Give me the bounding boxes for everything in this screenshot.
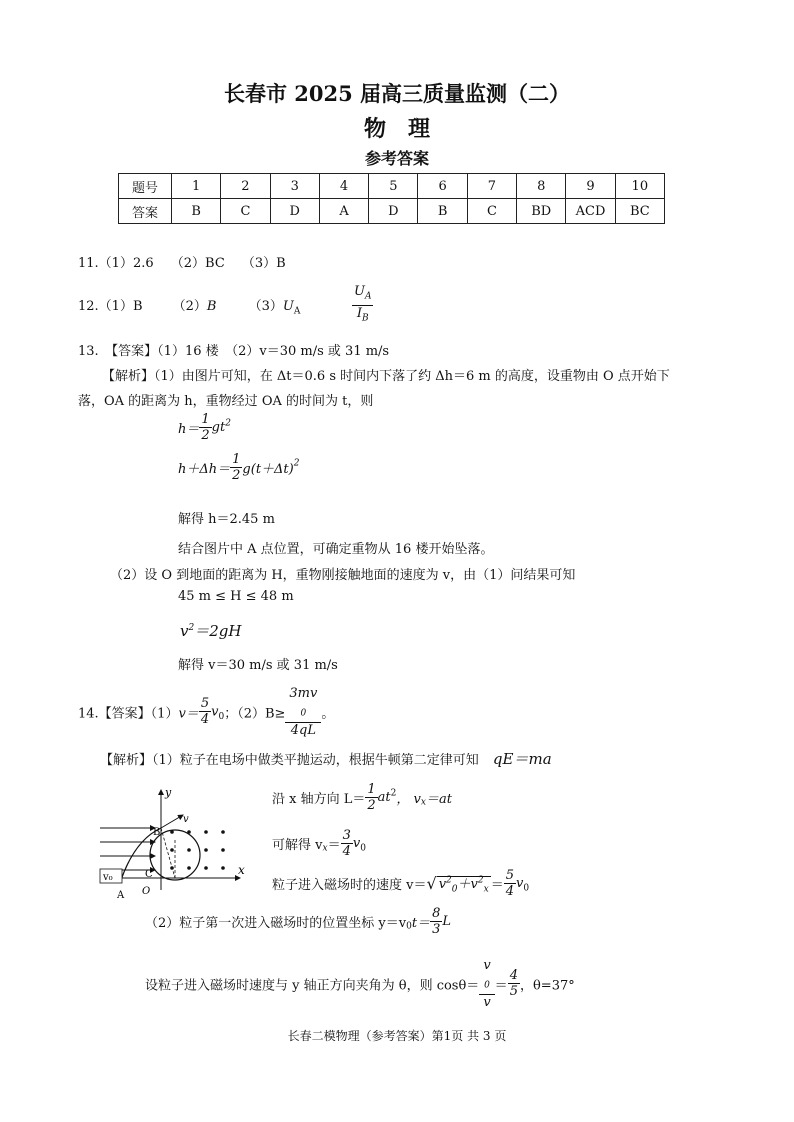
q13-conclusion: 结合图片中 A 点位置，可确定重物从 16 楼开始坠落。 <box>178 542 494 557</box>
table-cell: D <box>369 199 418 224</box>
row-label-answer: 答案 <box>119 199 172 224</box>
q14-angle: 设粒子进入磁场时速度与 y 轴正方向夹角为 θ，则 cosθ＝ v $_0$ v ＝ $\frac{4}{5}$ ，θ=37° <box>145 958 575 1010</box>
subject-title: 物 理 <box>363 116 430 142</box>
q12-part2: B <box>206 299 217 314</box>
label-A: A <box>117 890 125 901</box>
q14-solve-vx: 可解得 $v_x=$ $\frac{3}{4}$ $v_0$ <box>272 828 366 859</box>
q14-newton-eq: qE＝ma <box>492 750 552 768</box>
table-cell: 3 <box>270 174 319 199</box>
table-cell: B <box>418 199 467 224</box>
answer-table <box>118 173 665 224</box>
q14-enter-speed: 粒子进入磁场时的速度 v＝√ $v^2_0+v^2_x$ ＝ $\frac{5}{4}$ $v_0$ <box>272 868 530 899</box>
label-O: O <box>142 886 151 897</box>
label-v0: v₀ <box>103 872 113 883</box>
field-diagram <box>95 780 255 905</box>
table-cell: C <box>467 199 516 224</box>
answer-key-title: 参考答案 <box>364 149 429 168</box>
dashed-radius <box>161 828 175 878</box>
table-cell: 4 <box>319 174 368 199</box>
q12-part3-sub: A <box>293 306 301 317</box>
q11-answer: 11.（1）2.6 （2）BC （3）B <box>78 256 286 271</box>
q13-solution-v: 解得 v＝30 m/s 或 31 m/s <box>178 658 338 673</box>
table-cell: 1 <box>172 174 221 199</box>
q13-analysis-line2: 落，OA 的距离为 h，重物经过 OA 的时间为 t，则 <box>78 394 374 409</box>
table-cell: C <box>221 199 270 224</box>
q12-fraction <box>352 284 373 326</box>
q13-range: 45 m ≤ H ≤ 48 m <box>178 589 294 604</box>
table-cell: 8 <box>517 174 566 199</box>
q13-part2: （2）设 O 到地面的距离为 H，重物刚接触地面的速度为 v，由（1）问结果可知 <box>110 568 576 583</box>
q14-part2: （2）粒子第一次进入磁场时的位置坐标 $y=v_0t=$ $\frac{8}{3}$ L <box>145 906 451 937</box>
page-footer: 长春二模物理（参考答案）第1页 共 3 页 <box>287 1029 507 1043</box>
table-cell: A <box>319 199 368 224</box>
q12-part3-value: U <box>282 299 294 314</box>
q13-solution-h: 解得 h＝2.45 m <box>178 512 275 527</box>
sqrt-content: $v^2_0+v^2_x$ <box>438 875 489 895</box>
table-cell: 7 <box>467 174 516 199</box>
q13-answer: 13. 【答案】（1）16 楼 （2）v＝30 m/s 或 31 m/s <box>78 344 390 359</box>
q13-analysis-line1: 【解析】（1）由图片可知，在 Δt＝0.6 s 时间内下落了约 Δh＝6 m 的高度，设重物由 O 点开始下 <box>102 369 670 384</box>
label-y: y <box>165 786 172 799</box>
q12-frac-num-sub: A <box>364 291 372 302</box>
velocity-arrow <box>161 815 183 828</box>
table-cell: ACD <box>566 199 615 224</box>
table-cell: B <box>172 199 221 224</box>
row-label-number: 题号 <box>119 174 172 199</box>
q13-equation-3: $v^2=2gH$ <box>180 622 242 640</box>
table-cell: 9 <box>566 174 615 199</box>
q14-x-direction: 沿 x 轴方向 L＝ $\frac{1}{2}$ $at^2$， $v_x=at$ <box>272 782 452 813</box>
table-cell: BD <box>517 199 566 224</box>
exam-title: 长春市 2025 届高三质量监测（二） <box>223 81 571 106</box>
table-cell: 5 <box>369 174 418 199</box>
magnetic-field-dots <box>170 830 225 870</box>
table-cell: 6 <box>418 174 467 199</box>
label-C: C <box>145 869 153 880</box>
label-v: v <box>183 814 189 825</box>
q14-analysis-line1: 【解析】（1）粒子在电场中做类平抛运动，根据牛顿第二定律可知 qE＝ma <box>100 750 552 768</box>
table-row-answers <box>119 199 665 224</box>
table-cell: D <box>270 199 319 224</box>
table-row-numbers <box>119 174 665 199</box>
table-cell: BC <box>615 199 664 224</box>
q12-frac-den-sub: B <box>361 313 369 324</box>
label-x: x <box>238 863 245 877</box>
table-cell: 10 <box>615 174 664 199</box>
q13-equation-2: h＋Δh＝ $\frac{1}{2}$ $g(t+\Delta t)^2$ <box>178 452 300 483</box>
q12-part3-label: （3） <box>248 299 283 314</box>
q13-equation-1: h＝ $\frac{1}{2}$ $gt^2$ <box>178 412 231 443</box>
table-cell: 2 <box>221 174 270 199</box>
q14-answer: 14.【答案】（1）v＝ $\frac{5}{4}$ $v_0$；（2）B≥ 3mv $_0$ 4qL 。 <box>78 686 335 738</box>
q12-prefix: 12.（1）B （2） <box>78 299 207 314</box>
q12-frac-den: I <box>356 305 362 321</box>
q12-frac-num: U <box>354 284 365 299</box>
label-B: B <box>153 827 161 838</box>
q12-answer <box>78 295 300 317</box>
